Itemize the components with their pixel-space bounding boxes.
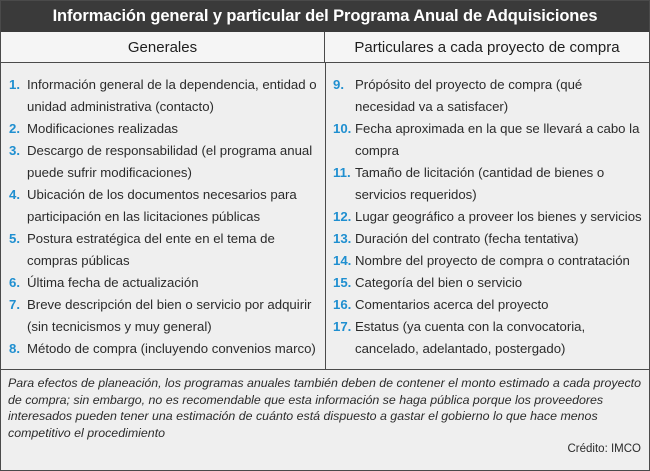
list-item xyxy=(9,228,321,272)
item-text: Própósito del proyecto de compra (qué necesidad va a satisfacer) xyxy=(355,77,583,114)
item-text: Ubicación de los documentos necesarios para participación en las licitaciones públicas xyxy=(27,187,297,224)
item-number: 4. xyxy=(9,187,20,202)
item-number: 5. xyxy=(9,231,20,246)
item-text: Última fecha de actualización xyxy=(27,275,199,290)
particulares-list xyxy=(333,74,645,360)
item-text: Categoría del bien o servicio xyxy=(355,275,523,290)
item-text: Información general de la dependencia, entidad o unidad administrativa (contacto) xyxy=(27,77,317,114)
item-number: 17. xyxy=(333,319,352,334)
item-number: 8. xyxy=(9,341,20,356)
list-item xyxy=(333,294,645,316)
note-divider xyxy=(1,369,649,370)
list-item xyxy=(9,184,321,228)
list-item xyxy=(333,74,645,118)
item-text: Comentarios acerca del proyecto xyxy=(355,297,549,312)
list-item xyxy=(333,206,645,228)
item-number: 6. xyxy=(9,275,20,290)
item-text: Lugar geográfico a proveer los bienes y servicios xyxy=(355,209,642,224)
item-number: 13. xyxy=(333,231,352,246)
list-item xyxy=(9,140,321,184)
list-item xyxy=(333,316,645,360)
item-text: Postura estratégica del ente en el tema de compras públicas xyxy=(27,231,275,268)
column-divider xyxy=(325,63,326,369)
list-item xyxy=(9,74,321,118)
item-number: 16. xyxy=(333,297,352,312)
item-number: 9. xyxy=(333,77,344,92)
list-item xyxy=(333,162,645,206)
list-item xyxy=(9,118,321,140)
column-header-generales: Generales xyxy=(1,32,325,63)
list-item xyxy=(9,338,321,360)
item-number: 1. xyxy=(9,77,20,92)
list-item xyxy=(333,228,645,250)
item-number: 3. xyxy=(9,143,20,158)
item-number: 10. xyxy=(333,121,352,136)
item-number: 15. xyxy=(333,275,352,290)
item-number: 12. xyxy=(333,209,352,224)
item-number: 11. xyxy=(333,165,351,180)
item-number: 7. xyxy=(9,297,20,312)
item-text: Método de compra (incluyendo convenios marco) xyxy=(27,341,316,356)
column-header-particulares: Particulares a cada proyecto de compra xyxy=(325,32,649,63)
list-item xyxy=(9,272,321,294)
credit-line: Crédito: IMCO xyxy=(567,443,641,455)
item-text: Breve descripción del bien o servicio por adquirir (sin tecnicismos y muy general) xyxy=(27,297,312,334)
item-text: Descargo de responsabilidad (el programa anual puede sufrir modificaciones) xyxy=(27,143,313,180)
item-text: Nombre del proyecto de compra o contratación xyxy=(355,253,630,268)
list-item xyxy=(333,250,645,272)
item-number: 2. xyxy=(9,121,20,136)
list-item xyxy=(333,272,645,294)
item-text: Duración del contrato (fecha tentativa) xyxy=(355,231,579,246)
list-item xyxy=(333,118,645,162)
item-text: Modificaciones realizadas xyxy=(27,121,178,136)
item-text: Tamaño de licitación (cantidad de bienes o servicios requeridos) xyxy=(355,165,605,202)
generales-list xyxy=(9,74,321,360)
item-text: Estatus (ya cuenta con la convocatoria, cancelado, adelantado, postergado) xyxy=(355,319,586,356)
table-title: Información general y particular del Programa Anual de Adquisiciones xyxy=(1,1,649,32)
list-item xyxy=(9,294,321,338)
item-number: 14. xyxy=(333,253,352,268)
footnote: Para efectos de planeación, los programas anuales también deben de contener el monto estimado a cada proyecto de compra; sin embargo, no es recomendable que esta información se haga pública porque los proveedores interesados pueden tener una estimación de cuánto está dispuesto a gastar el gobierno lo que hace menos competitivo el procedimiento xyxy=(8,376,642,440)
item-text: Fecha aproximada en la que se llevará a cabo la compra xyxy=(355,121,640,158)
